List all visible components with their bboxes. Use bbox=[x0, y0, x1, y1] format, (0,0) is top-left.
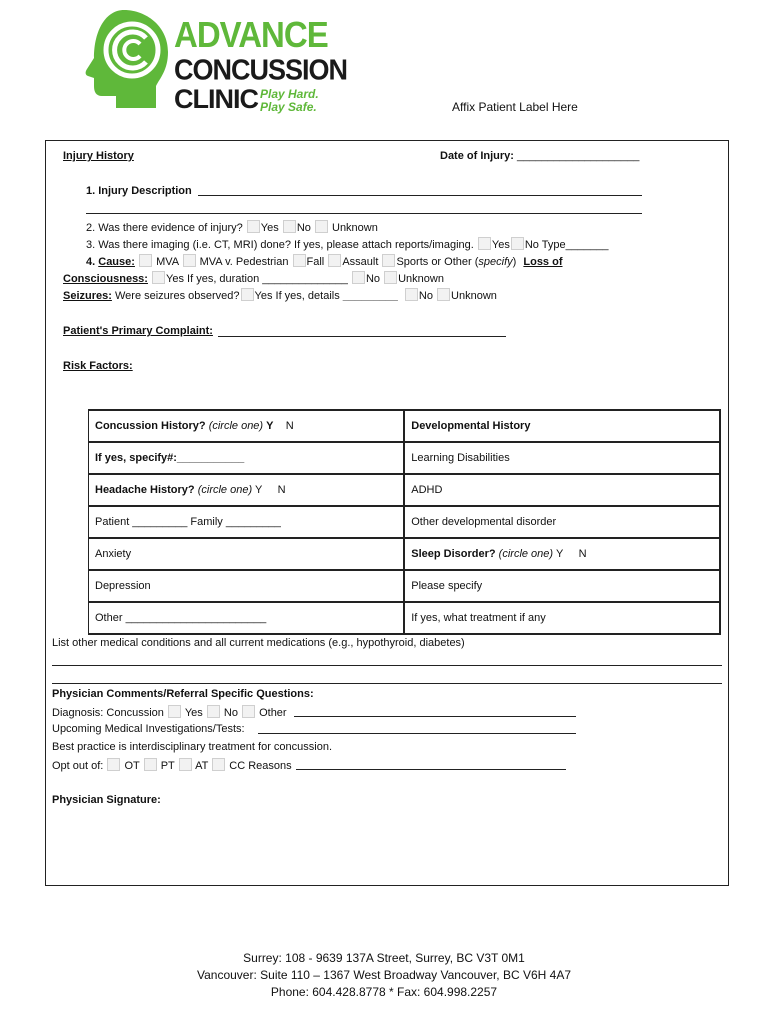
table-row bbox=[89, 410, 721, 442]
cause-mva-ped-label: MVA v. Pedestrian bbox=[199, 256, 289, 268]
cause-sports-checkbox[interactable] bbox=[382, 254, 395, 267]
opt-out-at-checkbox[interactable] bbox=[179, 758, 192, 771]
best-practice-text: Best practice is interdisciplinary treatment for concussion. bbox=[52, 741, 333, 753]
q2-row bbox=[86, 220, 378, 235]
details-field[interactable]: _________ bbox=[342, 290, 398, 302]
opt-out-label: Opt out of: bbox=[52, 760, 104, 772]
anxiety-label: Anxiety bbox=[95, 548, 132, 560]
please-specify-label: Please specify bbox=[411, 580, 483, 592]
other-developmental-cell[interactable] bbox=[404, 506, 720, 538]
footer-surrey-address: Surrey: 108 - 9639 137A Street, Surrey, BC V3T 0M1 bbox=[243, 951, 525, 965]
adhd-label: ADHD bbox=[411, 484, 443, 496]
treatment-cell[interactable] bbox=[404, 602, 720, 634]
table-row bbox=[89, 570, 721, 602]
cause-fall-label: Fall bbox=[306, 256, 325, 268]
option-y[interactable]: Y bbox=[555, 548, 564, 560]
option-n[interactable]: N bbox=[277, 484, 286, 496]
cause-mva-label: MVA bbox=[156, 256, 179, 268]
opt-out-at-label: AT bbox=[195, 760, 209, 772]
seizures-row bbox=[63, 288, 497, 303]
intake-form bbox=[45, 140, 729, 886]
other-label: Other _______________________ bbox=[95, 612, 267, 624]
option-y[interactable]: Y bbox=[266, 420, 274, 432]
consciousness-unknown-checkbox[interactable] bbox=[384, 271, 397, 284]
depression-cell[interactable] bbox=[89, 570, 405, 602]
sleep-disorder-label: Sleep Disorder? bbox=[411, 548, 496, 560]
duration-field[interactable]: ______________ bbox=[262, 273, 348, 285]
seizures-label: Seizures: bbox=[63, 290, 112, 302]
injury-description-line-1[interactable] bbox=[198, 195, 642, 196]
injury-history-heading: Injury History bbox=[63, 150, 134, 162]
seizures-unknown-label: Unknown bbox=[451, 290, 497, 302]
diagnosis-no-label: No bbox=[223, 707, 238, 719]
seizures-yes-label: Yes If yes, details bbox=[254, 290, 340, 302]
q3-label: 3. Was there imaging (i.e. CT, MRI) done? If yes, please attach reports/imaging. bbox=[86, 239, 474, 251]
opt-out-cc-checkbox[interactable] bbox=[212, 758, 225, 771]
primary-complaint-line[interactable] bbox=[218, 336, 506, 337]
if-yes-specify-label: If yes, specify#:___________ bbox=[95, 452, 245, 464]
opt-out-row bbox=[52, 758, 292, 773]
diagnosis-row bbox=[52, 705, 287, 720]
cause-specify: specify bbox=[478, 256, 513, 268]
q4-number: 4. bbox=[86, 256, 96, 268]
depression-label: Depression bbox=[95, 580, 151, 592]
consciousness-unknown-label: Unknown bbox=[398, 273, 444, 285]
table-row bbox=[89, 538, 721, 570]
other-developmental-label: Other developmental disorder bbox=[411, 516, 557, 528]
date-field[interactable]: ____________________ bbox=[517, 150, 640, 162]
cause-mva-checkbox[interactable] bbox=[139, 254, 152, 267]
adhd-cell[interactable] bbox=[404, 474, 720, 506]
seizures-question: Were seizures observed? bbox=[114, 290, 240, 302]
please-specify-cell[interactable] bbox=[404, 570, 720, 602]
cause-assault-label: Assault bbox=[342, 256, 379, 268]
q4-row bbox=[86, 254, 563, 269]
diagnosis-label: Diagnosis: Concussion bbox=[52, 707, 164, 719]
upcoming-investigations-line[interactable] bbox=[258, 733, 576, 734]
injury-description-line-2[interactable] bbox=[86, 213, 642, 214]
q2-no-label: No bbox=[296, 222, 311, 234]
q3-yes-label: Yes bbox=[491, 239, 510, 251]
consciousness-yes-checkbox[interactable] bbox=[152, 271, 165, 284]
if-yes-specify-cell[interactable] bbox=[89, 442, 405, 474]
diagnosis-yes-label: Yes bbox=[184, 707, 203, 719]
footer-contact: Phone: 604.428.8778 * Fax: 604.998.2257 bbox=[270, 985, 498, 999]
primary-complaint-label: Patient's Primary Complaint: bbox=[63, 325, 213, 337]
medical-conditions-line-1[interactable] bbox=[52, 665, 722, 666]
opt-out-pt-label: PT bbox=[160, 760, 175, 772]
consciousness-row bbox=[63, 271, 444, 286]
cause-sports-label: Sports or Other ( bbox=[396, 256, 479, 268]
q4-label: Cause: bbox=[98, 256, 135, 268]
headache-history-label: Headache History? bbox=[95, 484, 195, 496]
consciousness-no-checkbox[interactable] bbox=[352, 271, 365, 284]
opt-out-ot-label: OT bbox=[124, 760, 140, 772]
sleep-disorder-cell bbox=[404, 538, 720, 570]
head-silhouette-icon bbox=[84, 8, 174, 112]
q2-label: 2. Was there evidence of injury? bbox=[86, 222, 243, 234]
q2-no-checkbox[interactable] bbox=[283, 220, 296, 233]
opt-out-pt-checkbox[interactable] bbox=[144, 758, 157, 771]
q3-row bbox=[86, 237, 608, 252]
cause-assault-checkbox[interactable] bbox=[328, 254, 341, 267]
clinic-logo bbox=[84, 8, 348, 116]
table-row bbox=[89, 506, 721, 538]
option-y[interactable]: Y bbox=[254, 484, 263, 496]
cause-mva-ped-checkbox[interactable] bbox=[183, 254, 196, 267]
q2-unknown-label: Unknown bbox=[332, 222, 378, 234]
diagnosis-yes-checkbox[interactable] bbox=[168, 705, 181, 718]
anxiety-cell[interactable] bbox=[89, 538, 405, 570]
cause-fall-checkbox[interactable] bbox=[293, 254, 306, 267]
risk-factors-heading: Risk Factors: bbox=[63, 360, 133, 372]
physician-signature-label: Physician Signature: bbox=[52, 794, 161, 806]
circle-one-hint: (circle one) bbox=[197, 484, 253, 496]
q3-no-type-label: No Type_______ bbox=[524, 239, 609, 251]
q3-no-checkbox[interactable] bbox=[511, 237, 524, 250]
logo-line-3: CLINIC bbox=[174, 84, 258, 114]
logo-line-2: CONCUSSION bbox=[174, 54, 348, 86]
table-row bbox=[89, 602, 721, 634]
seizures-unknown-checkbox[interactable] bbox=[437, 288, 450, 301]
patient-family-label: Patient _________ Family _________ bbox=[95, 516, 281, 528]
table-row bbox=[89, 442, 721, 474]
learning-disabilities-cell[interactable] bbox=[404, 442, 720, 474]
medical-conditions-line-2[interactable] bbox=[52, 683, 722, 684]
circle-one-hint: (circle one) bbox=[498, 548, 554, 560]
q2-yes-label: Yes bbox=[260, 222, 279, 234]
consciousness-yes-label: Yes If yes, duration bbox=[166, 273, 260, 285]
developmental-history-label: Developmental History bbox=[411, 420, 531, 432]
q1-label: 1. Injury Description bbox=[86, 185, 192, 197]
date-label: Date of Injury: bbox=[440, 150, 514, 162]
q2-yes-checkbox[interactable] bbox=[247, 220, 260, 233]
affix-label-text: Affix Patient Label Here bbox=[452, 100, 578, 114]
opt-out-ot-checkbox[interactable] bbox=[107, 758, 120, 771]
circle-one-hint: (circle one) bbox=[208, 420, 264, 432]
seizures-no-label: No bbox=[418, 290, 433, 302]
seizures-no-checkbox[interactable] bbox=[405, 288, 418, 301]
loss-of-label: Loss of bbox=[523, 256, 563, 268]
tagline-2: Play Safe. bbox=[260, 100, 317, 114]
treatment-label: If yes, what treatment if any bbox=[411, 612, 546, 624]
diagnosis-no-checkbox[interactable] bbox=[207, 705, 220, 718]
diagnosis-other-label: Other bbox=[259, 707, 287, 719]
diagnosis-other-checkbox[interactable] bbox=[242, 705, 255, 718]
footer-vancouver-address: Vancouver: Suite 110 – 1367 West Broadway Vancouver, BC V6H 4A7 bbox=[197, 968, 571, 982]
diagnosis-other-line[interactable] bbox=[294, 716, 576, 717]
developmental-history-cell bbox=[404, 410, 720, 442]
consciousness-label: Consciousness: bbox=[63, 273, 148, 285]
option-n[interactable]: N bbox=[578, 548, 587, 560]
cause-close-paren: ) bbox=[512, 256, 517, 268]
clinic-footer bbox=[0, 950, 768, 1001]
cc-reasons-line[interactable] bbox=[296, 769, 566, 770]
seizures-yes-checkbox[interactable] bbox=[241, 288, 254, 301]
option-n[interactable]: N bbox=[285, 420, 294, 432]
concussion-history-cell bbox=[89, 410, 405, 442]
upcoming-investigations-label: Upcoming Medical Investigations/Tests: bbox=[52, 723, 245, 735]
patient-family-cell[interactable] bbox=[89, 506, 405, 538]
table-row bbox=[89, 474, 721, 506]
opt-out-cc-label: CC Reasons bbox=[229, 760, 292, 772]
concussion-history-label: Concussion History? bbox=[95, 420, 206, 432]
q3-yes-checkbox[interactable] bbox=[478, 237, 491, 250]
logo-wordmark bbox=[174, 13, 348, 114]
physician-comments-heading: Physician Comments/Referral Specific Questions: bbox=[52, 688, 314, 700]
other-cell[interactable] bbox=[89, 602, 405, 634]
consciousness-no-label: No bbox=[365, 273, 381, 285]
logo-line-1: ADVANCE bbox=[174, 13, 328, 55]
headache-history-cell bbox=[89, 474, 405, 506]
tagline-1: Play Hard. bbox=[260, 87, 319, 101]
risk-factors-table bbox=[88, 409, 721, 635]
logo-tagline bbox=[260, 88, 319, 114]
q2-unknown-checkbox[interactable] bbox=[315, 220, 328, 233]
medical-conditions-label: List other medical conditions and all current medications (e.g., hypothyroid, diabetes) bbox=[52, 637, 465, 649]
learning-disabilities-label: Learning Disabilities bbox=[411, 452, 510, 464]
physician-signature-area[interactable] bbox=[52, 811, 572, 871]
date-of-injury bbox=[440, 149, 639, 163]
